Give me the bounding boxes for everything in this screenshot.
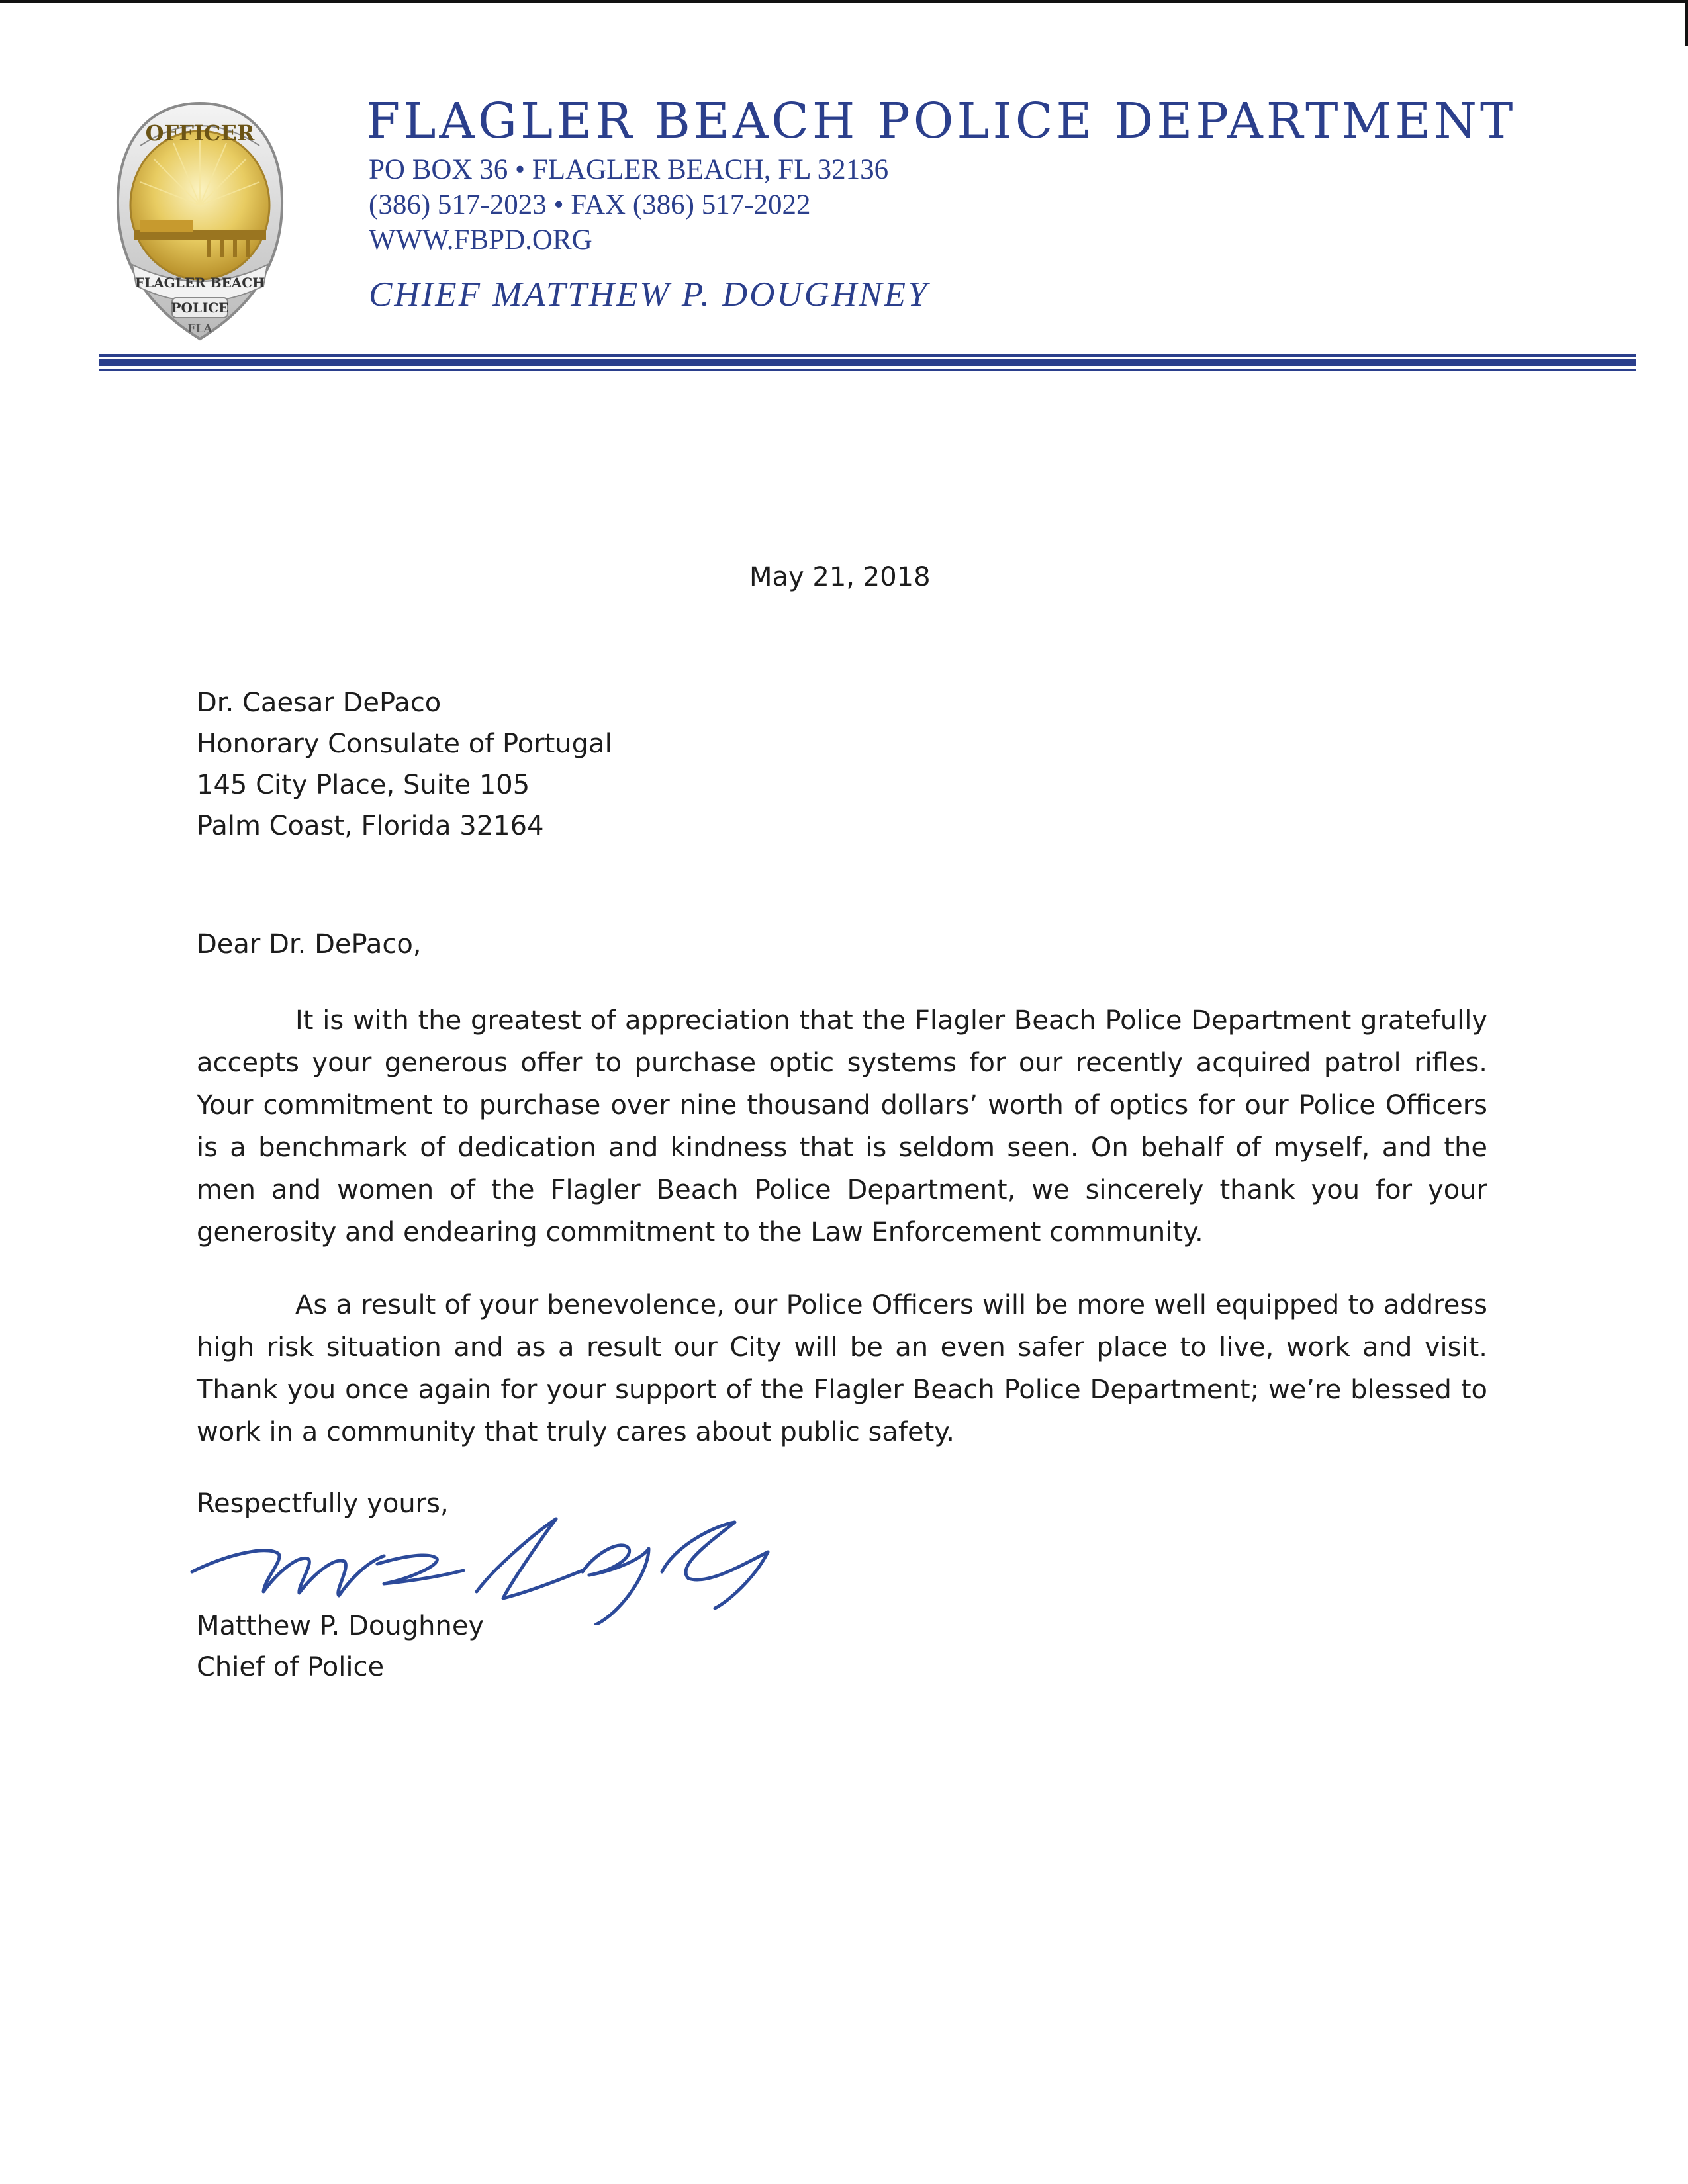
recipient-street: 145 City Place, Suite 105 <box>197 770 530 800</box>
police-badge-logo <box>114 99 286 344</box>
closing: Respectfully yours, <box>197 1488 449 1519</box>
badge-lower-text: POLICE <box>171 300 229 316</box>
badge-top-text: OFFICER <box>145 120 255 146</box>
department-name: FLAGLER BEACH POLICE DEPARTMENT <box>366 93 1517 150</box>
signer-block <box>197 1605 484 1687</box>
signer-title: Chief of Police <box>197 1652 385 1682</box>
chief-name: CHIEF MATTHEW P. DOUGHNEY <box>369 275 929 314</box>
scan-border-top <box>0 0 1688 3</box>
badge-bottom-text: FLA <box>187 322 212 336</box>
letter-date: May 21, 2018 <box>749 562 931 592</box>
salutation: Dear Dr. DePaco, <box>197 929 422 960</box>
recipient-city: Palm Coast, Florida 32164 <box>197 811 544 841</box>
recipient-organization: Honorary Consulate of Portugal <box>197 729 612 759</box>
scan-border-right <box>1685 0 1688 46</box>
website: WWW.FBPD.ORG <box>369 224 592 255</box>
body-paragraph-2: As a result of your benevolence, our Police Officers will be more well equipped to address high risk situation and as a result our City will be an even safer place to live, work and visit. Thank you once again for your support of the Flagler Beach Police Department; we’re blessed to work in a community that truly cares about public safety. <box>197 1290 1487 1447</box>
letterhead-rule-bottom <box>99 369 1636 371</box>
signer-name: Matthew P. Doughney <box>197 1611 485 1641</box>
recipient-name: Dr. Caesar DePaco <box>197 688 442 718</box>
recipient-address <box>197 682 612 846</box>
letterhead-rule-top <box>99 354 1636 357</box>
mailing-address: PO BOX 36 • FLAGLER BEACH, FL 32136 <box>369 154 889 185</box>
badge-band-text: FLAGLER BEACH <box>134 275 265 291</box>
phone-fax: (386) 517-2023 • FAX (386) 517-2022 <box>369 189 811 220</box>
body-paragraph-1: It is with the greatest of appreciation that the Flagler Beach Police Department gratefully accepts your generous offer to purchase optic systems for our recently acquired patrol rifles. Your commitment to purchase over nine thousand dollars’ worth of optics for our Police Officers is a benchmark of dedication and kindness that is seldom seen. On behalf of myself, and the men and women of the Flagler Beach Police Department, we sincerely thank you for your generosity and endearing commitment to the Law Enforcement community. <box>197 1005 1487 1248</box>
letterhead-rule-middle <box>99 359 1636 366</box>
